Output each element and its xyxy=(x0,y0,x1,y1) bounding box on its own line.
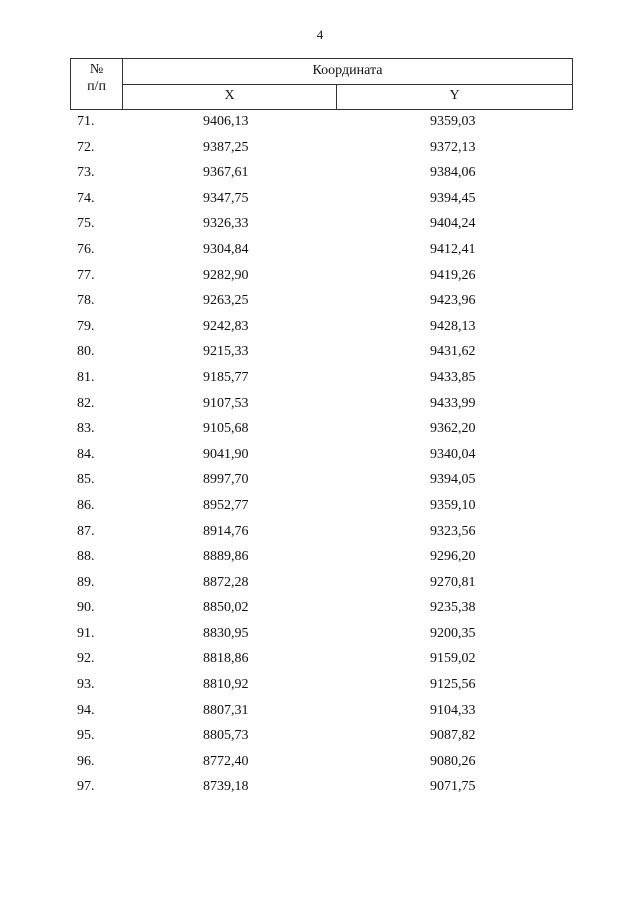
table-header xyxy=(70,58,573,110)
table-row xyxy=(0,470,640,496)
x-coordinate: 8772,40 xyxy=(203,753,249,769)
table-row xyxy=(0,777,640,803)
row-number: 71. xyxy=(77,114,95,129)
table-row xyxy=(0,445,640,471)
x-coordinate: 9387,25 xyxy=(203,139,249,155)
row-number: 88. xyxy=(77,549,95,565)
x-coordinate: 9242,83 xyxy=(203,318,249,334)
row-number: 72. xyxy=(77,139,95,155)
row-number: 82. xyxy=(77,395,95,411)
header-number-label: п/п xyxy=(87,79,106,94)
table-row xyxy=(0,726,640,752)
header-x: X xyxy=(123,85,337,109)
table-row xyxy=(0,138,640,164)
y-coordinate: 9235,38 xyxy=(430,600,476,616)
y-coordinate: 9359,10 xyxy=(430,497,476,513)
table-row xyxy=(0,394,640,420)
table-row xyxy=(0,752,640,778)
table-row xyxy=(0,547,640,573)
table-row xyxy=(0,624,640,650)
row-number: 87. xyxy=(77,523,95,539)
y-coordinate: 9104,33 xyxy=(430,702,476,718)
y-coordinate: 9404,24 xyxy=(430,216,476,232)
y-coordinate: 9323,56 xyxy=(430,523,476,539)
x-coordinate: 8914,76 xyxy=(203,523,249,539)
row-number: 73. xyxy=(77,165,95,181)
row-number: 91. xyxy=(77,625,95,641)
x-coordinate: 8818,86 xyxy=(203,651,249,667)
table-row xyxy=(0,649,640,675)
y-coordinate: 9428,13 xyxy=(430,318,476,334)
x-coordinate: 9185,77 xyxy=(203,369,249,385)
row-number: 83. xyxy=(77,421,95,437)
table-row xyxy=(0,317,640,343)
row-number: 86. xyxy=(77,497,95,513)
row-number: 77. xyxy=(77,267,95,283)
row-number: 93. xyxy=(77,677,95,693)
table-body xyxy=(0,112,640,803)
y-coordinate: 9423,96 xyxy=(430,293,476,309)
x-coordinate: 8805,73 xyxy=(203,728,249,744)
row-number: 85. xyxy=(77,472,95,488)
x-coordinate: 9041,90 xyxy=(203,446,249,462)
y-coordinate: 9433,99 xyxy=(430,395,476,411)
row-number: 76. xyxy=(77,241,95,257)
x-coordinate: 9326,33 xyxy=(203,216,249,232)
x-coordinate: 9304,84 xyxy=(203,241,249,257)
x-coordinate: 9215,33 xyxy=(203,344,249,360)
y-coordinate: 9394,05 xyxy=(430,472,476,488)
x-coordinate: 9347,75 xyxy=(203,190,249,206)
y-coordinate: 9296,20 xyxy=(430,549,476,565)
header-coordinate: Координата xyxy=(123,59,572,85)
table-row xyxy=(0,189,640,215)
y-coordinate: 9419,26 xyxy=(430,267,476,283)
table-row xyxy=(0,573,640,599)
x-coordinate: 8850,02 xyxy=(203,600,249,616)
x-coordinate: 8807,31 xyxy=(203,702,249,718)
row-number: 78. xyxy=(77,293,95,309)
x-coordinate: 8997,70 xyxy=(203,472,249,488)
table-row xyxy=(0,598,640,624)
y-coordinate: 9372,13 xyxy=(430,139,476,155)
row-number: 94. xyxy=(77,702,95,718)
row-number: 80. xyxy=(77,344,95,360)
x-coordinate: 8830,95 xyxy=(203,625,249,641)
table-row xyxy=(0,291,640,317)
x-coordinate: 8952,77 xyxy=(203,497,249,513)
y-coordinate: 9433,85 xyxy=(430,369,476,385)
row-number: 97. xyxy=(77,779,95,795)
x-coordinate: 8889,86 xyxy=(203,549,249,565)
table-row xyxy=(0,701,640,727)
y-coordinate: 9340,04 xyxy=(430,446,476,462)
header-number-symbol: № xyxy=(89,62,104,77)
table-row xyxy=(0,675,640,701)
x-coordinate: 9282,90 xyxy=(203,267,249,283)
row-number: 90. xyxy=(77,600,95,616)
x-coordinate: 9406,13 xyxy=(203,114,249,129)
y-coordinate: 9125,56 xyxy=(430,677,476,693)
table-row xyxy=(0,496,640,522)
y-coordinate: 9362,20 xyxy=(430,421,476,437)
y-coordinate: 9359,03 xyxy=(430,114,476,129)
row-number: 89. xyxy=(77,574,95,590)
table-row xyxy=(0,214,640,240)
table-row xyxy=(0,112,640,138)
row-number: 81. xyxy=(77,369,95,385)
y-coordinate: 9200,35 xyxy=(430,625,476,641)
row-number: 95. xyxy=(77,728,95,744)
y-coordinate: 9087,82 xyxy=(430,728,476,744)
y-coordinate: 9080,26 xyxy=(430,753,476,769)
table-row xyxy=(0,342,640,368)
y-coordinate: 9071,75 xyxy=(430,779,476,795)
x-coordinate: 9105,68 xyxy=(203,421,249,437)
x-coordinate: 8810,92 xyxy=(203,677,249,693)
table-row xyxy=(0,419,640,445)
header-number-column xyxy=(71,59,123,109)
row-number: 75. xyxy=(77,216,95,232)
y-coordinate: 9270,81 xyxy=(430,574,476,590)
table-row xyxy=(0,522,640,548)
y-coordinate: 9384,06 xyxy=(430,165,476,181)
x-coordinate: 8872,28 xyxy=(203,574,249,590)
table-row xyxy=(0,240,640,266)
row-number: 84. xyxy=(77,446,95,462)
y-coordinate: 9159,02 xyxy=(430,651,476,667)
x-coordinate: 9263,25 xyxy=(203,293,249,309)
table-row xyxy=(0,266,640,292)
row-number: 92. xyxy=(77,651,95,667)
table-row xyxy=(0,368,640,394)
table-row xyxy=(0,163,640,189)
y-coordinate: 9431,62 xyxy=(430,344,476,360)
row-number: 96. xyxy=(77,753,95,769)
page-number: 4 xyxy=(316,27,324,42)
x-coordinate: 9367,61 xyxy=(203,165,249,181)
row-number: 74. xyxy=(77,190,95,206)
x-coordinate: 8739,18 xyxy=(203,779,249,795)
y-coordinate: 9412,41 xyxy=(430,241,476,257)
header-y: Y xyxy=(449,88,460,103)
row-number: 79. xyxy=(77,318,95,334)
x-coordinate: 9107,53 xyxy=(203,395,249,411)
y-coordinate: 9394,45 xyxy=(430,190,476,206)
